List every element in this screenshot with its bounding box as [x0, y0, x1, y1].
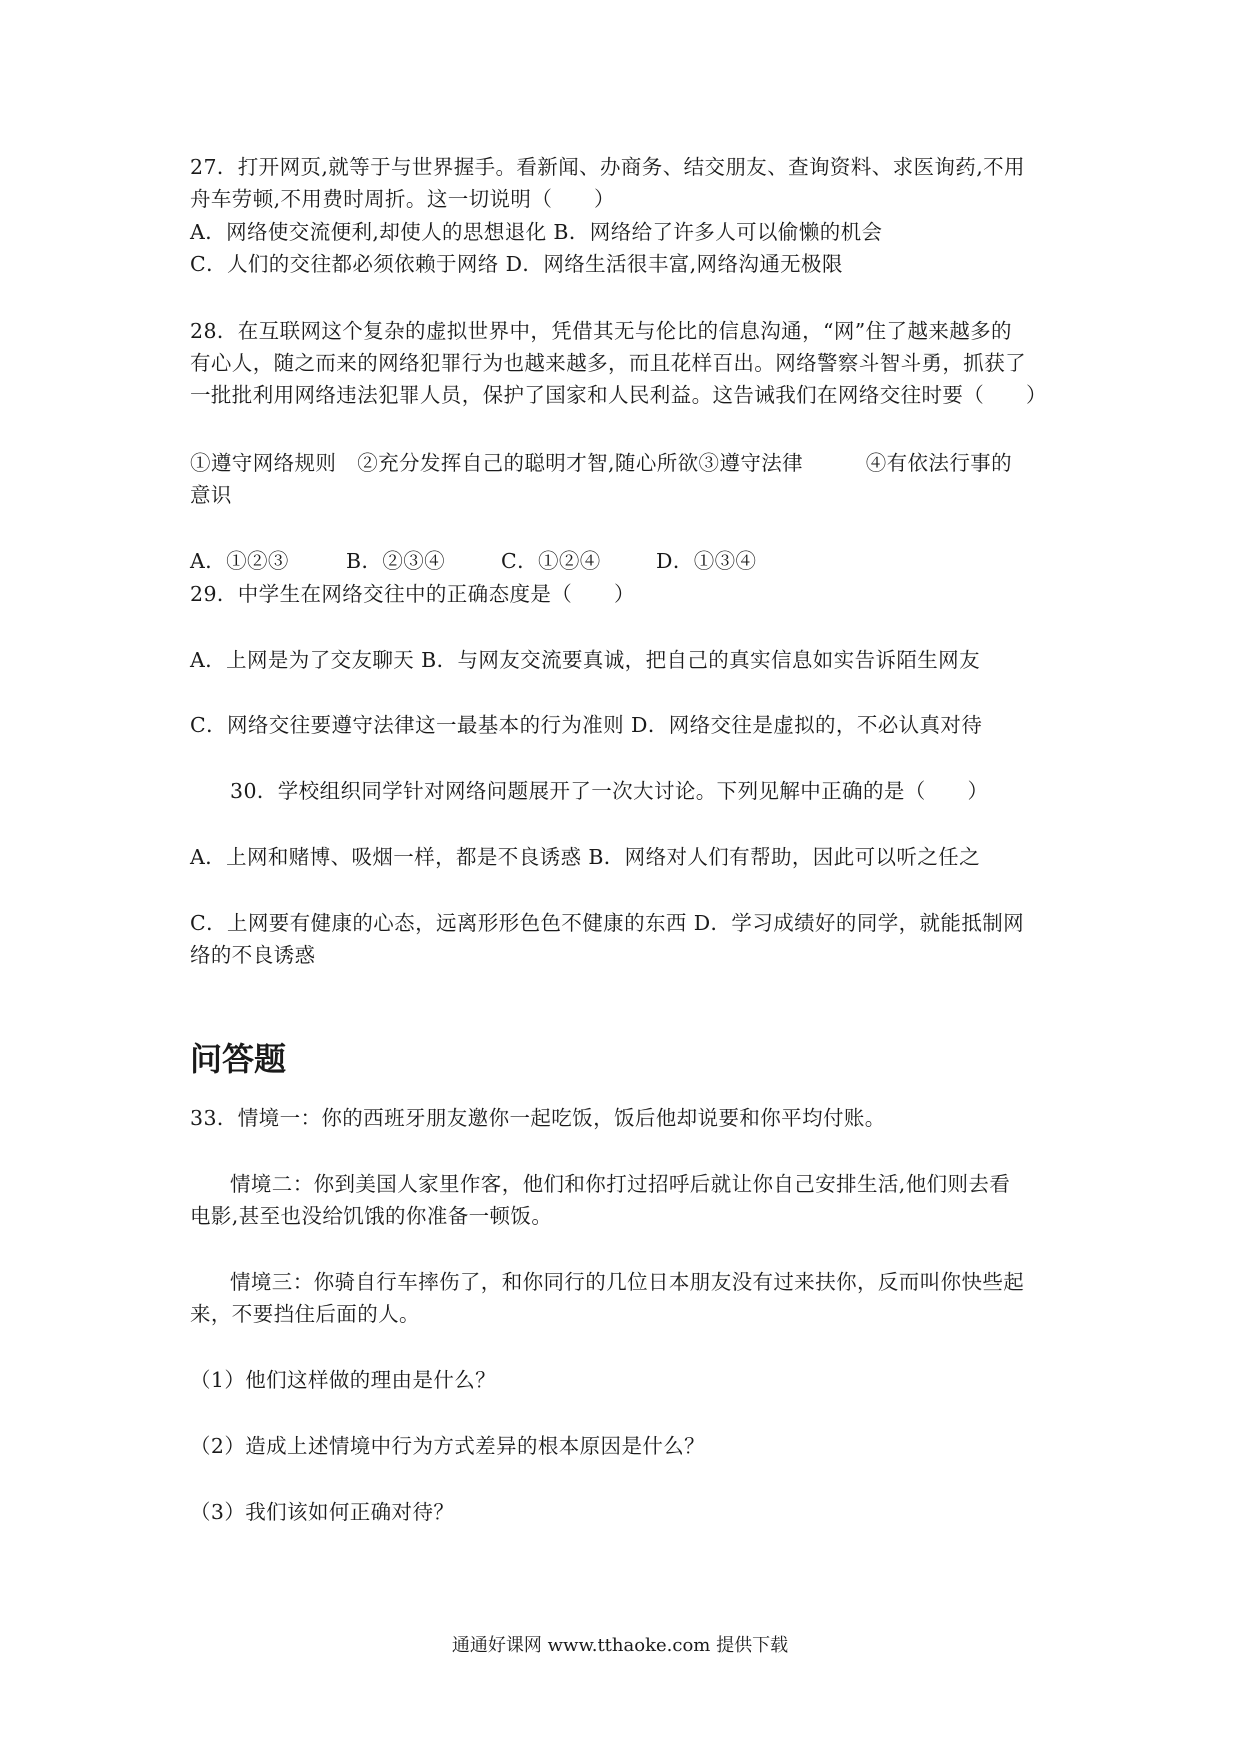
q33-subquestion-2: （2）造成上述情境中行为方式差异的根本原因是什么？ — [190, 1434, 706, 1458]
q28-option-c: C．①②④ — [501, 549, 601, 573]
q28-options — [190, 545, 756, 577]
q33-scenario-3-line2: 来，不要挡住后面的人。 — [190, 1302, 420, 1326]
q30-options-ab: A．上网和赌博、吸烟一样，都是不良诱惑 B．网络对人们有帮助，因此可以听之任之 — [190, 845, 980, 869]
q33-scenario-2-line2: 电影,甚至也没给饥饿的你准备一顿饭。 — [190, 1204, 553, 1228]
page-footer: 通通好课网 www.tthaoke.com 提供下载 — [451, 1635, 789, 1656]
q28-items-line1: ①遵守网络规则 ②充分发挥自己的聪明才智,随心所欲③遵守法律 ④有依法行事的 — [190, 451, 1013, 475]
q28-stem-line2: 有心人，随之而来的网络犯罪行为也越来越多，而且花样百出。网络警察斗智斗勇，抓获了 — [190, 351, 1026, 375]
q28-items-line2: 意识 — [190, 483, 232, 507]
q33-subquestion-1: （1）他们这样做的理由是什么？ — [190, 1368, 497, 1392]
q33-scenario-3-line1: 情境三：你骑自行车摔伤了，和你同行的几位日本朋友没有过来扶你，反而叫你快些起 — [230, 1270, 1025, 1294]
q33-subquestion-3: （3）我们该如何正确对待？ — [190, 1500, 455, 1524]
q28-option-b: B．②③④ — [346, 549, 446, 573]
q28-option-d: D．①③④ — [656, 549, 757, 573]
q33-scenario-2-line1: 情境二：你到美国人家里作客，他们和你打过招呼后就让你自己安排生活,他们则去看 — [230, 1172, 1011, 1196]
q28-stem-line1: 28．在互联网这个复杂的虚拟世界中，凭借其无与伦比的信息沟通，“网”住了越来越多的 — [190, 319, 1012, 343]
section-heading: 问答题 — [190, 1040, 287, 1078]
q28-stem-line3: 一批批利用网络违法犯罪人员，保护了国家和人民利益。这告诫我们在网络交往时要（ ） — [190, 383, 1047, 407]
q30-stem: 30．学校组织同学针对网络问题展开了一次大讨论。下列见解中正确的是（ ） — [230, 779, 989, 803]
q30-options-cd-line2: 络的不良诱惑 — [190, 943, 316, 967]
q27-stem-line2: 舟车劳顿,不用费时周折。这一切说明（ ） — [190, 187, 615, 211]
q27-options-cd: C．人们的交往都必须依赖于网络 D．网络生活很丰富,网络沟通无极限 — [190, 252, 843, 276]
q27-options-ab: A．网络使交流便利,却使人的思想退化 B．网络给了许多人可以偷懒的机会 — [190, 220, 883, 244]
q29-stem: 29．中学生在网络交往中的正确态度是（ ） — [190, 582, 635, 606]
q27-stem-line1: 27．打开网页,就等于与世界握手。看新闻、办商务、结交朋友、查询资料、求医询药,不用 — [190, 155, 1025, 179]
q30-options-cd-line1: C．上网要有健康的心态，远离形形色色不健康的东西 D．学习成绩好的同学，就能抵制网 — [190, 911, 1025, 935]
q28-option-a: A．①②③ — [190, 549, 289, 573]
q33-scenario-1: 33．情境一：你的西班牙朋友邀你一起吃饭，饭后他却说要和你平均付账。 — [190, 1106, 886, 1130]
q29-options-ab: A．上网是为了交友聊天 B．与网友交流要真诚，把自己的真实信息如实告诉陌生网友 — [190, 648, 980, 672]
q29-options-cd: C．网络交往要遵守法律这一最基本的行为准则 D．网络交往是虚拟的，不必认真对待 — [190, 713, 983, 737]
